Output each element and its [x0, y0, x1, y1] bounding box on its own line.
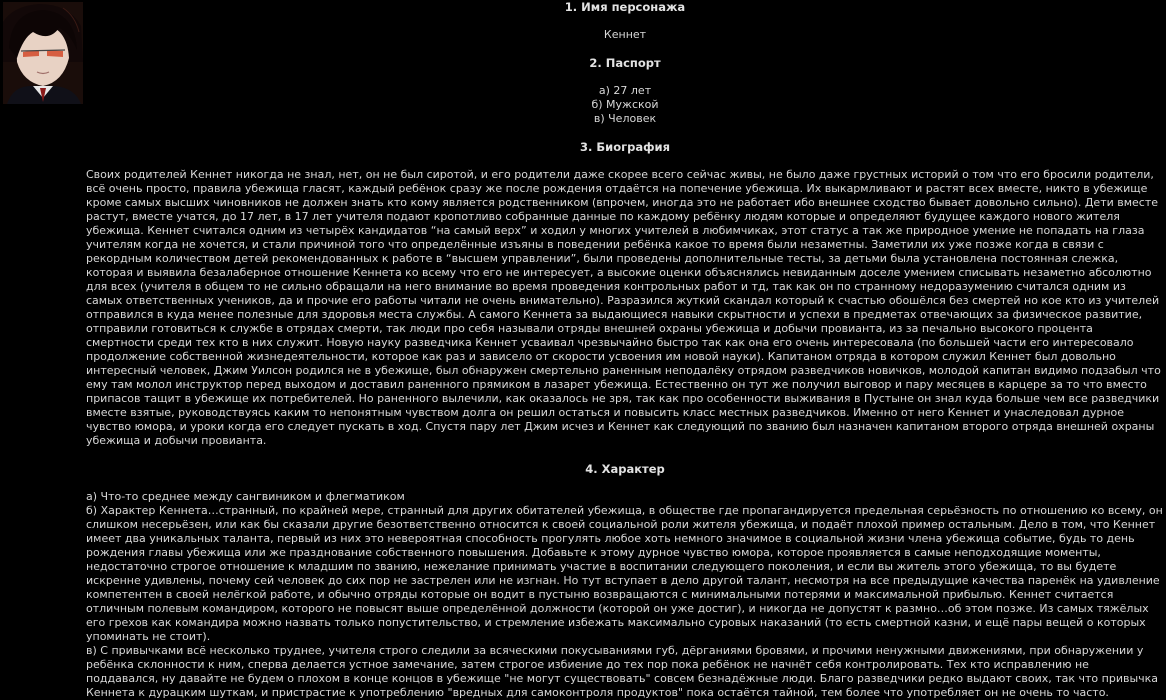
character-sheet	[86, 0, 1164, 699]
passport-gender: б) Мужской	[591, 98, 659, 111]
passport-list	[86, 84, 1164, 126]
passport-race: в) Человек	[593, 112, 657, 125]
name-value: Кеннет	[603, 28, 647, 41]
biography-heading: 3. Биография	[580, 140, 670, 154]
character-heading: 4. Характер	[585, 462, 665, 476]
name-heading: 1. Имя персонажа	[564, 0, 686, 14]
passport-heading: 2. Паспорт	[589, 56, 661, 70]
character-text	[86, 490, 1164, 700]
character-description: б) Характер Кеннета…странный, по крайней мере, странный для других обитателей убежища, в обществе где пропагандируется предельная серьёзность по отношению ко всему, он слишком несерьёзен, или как бы сказали другие безответственно относится к своей социальной роли жителя убежища, и подаёт плохой пример остальным. Дело в том, что Кеннет имеет два уникальных таланта, первый из них это невероятная способность прогулять любое хоть немного значимое в социальной жизни члена убежища событие, будь то день рождения главы убежища или же празднование собственного повышения. Добавьте к этому дурное чувство юмора, которое проявляется в самые неподходящие моменты, недостаточно строгое отношение к младшим по званию, нежелание принимать участие в воспитании следующего поколения, и если вы житель этого убежища, то вы будете искренне удивлены, почему сей человек до сих пор не застрелен или не изгнан. Но тут вступает в дело другой талант, несмотря на все предыдущие качества паренёк на удивление компетентен в своей нелёгкой работе, и обычно отряды которые он водит в пустыню возвращаются с минимальными потерями и максимальной прибылью. Кеннет считается отличным полевым командиром, которого не повысят выше определённой должности (которой он уже достиг), и никогда не допустят к размно…об этом позже. Из самых тяжёлых его грехов как командира можно назвать только попустительство, и стремление избежать максимально суровых наказаний (то есть смертной казни, и ещё пары вещей о которых упоминать не стоит).	[86, 504, 1163, 643]
character-habits: в) С привычками всё несколько труднее, учителя строго следили за всяческими покусываниями губ, дёрганиями бровями, и прочими ненужными движениями, при обнаружении у ребёнка склонности к ним, сперва делается устное замечание, затем строгое избиение до тех пор пока ребёнок не начнёт себя контролировать. Тех кто исправлению не поддавался, ну давайте не будем о плохом в конце концов в убежище "не могут существовать" совсем безнадёжные люди. Благо разведчики редко выдают своих, так что привычка Кеннета к дурацким шуткам, и пристрастие к употреблению "вредных для самоконтроля продуктов" пока остаётся тайной, тем более что употребляет он не очень то часто.	[86, 644, 1159, 699]
avatar-image	[3, 2, 83, 104]
passport-age: а) 27 лет	[598, 84, 652, 97]
avatar	[3, 2, 83, 104]
biography-text: Своих родителей Кеннет никогда не знал, нет, он не был сиротой, и его родители даже скорее всего сейчас живы, не было даже грустных историй о том что его бросили родители, всё очень просто, правила убежища гласят, каждый ребёнок сразу же после рождения отдаётся на попечение убежища. Их выкармливают и растят всех вместе, никто в убежище кроме самых высших чиновников не должен знать кто кому является родственником (впрочем, иногда это не работает ибо внешнее сходство бывает довольно сильно). Дети вместе растут, вместе учатся, до 17 лет, в 17 лет учителя подают кропотливо собранные данные по каждому ребёнку людям которые и определяют будущее каждого нового жителя убежища. Кеннет считался одним из четырёх кандидатов “на самый верх” и ходил у многих учителей в любимчиках, этот статус а так же природное умение не попадать на глаза учителям когда не хочется, и стали причиной того что определённые изъяны в поведении ребёнка какое то время были незаметны. Заметили их уже позже когда в связи с рекордным количеством детей рекомендованных к работе в “высшем управлении”, были проведены дополнительные тесты, за детьми была установлена постоянная слежка, которая и выявила безалаберное отношение Кеннета ко всему что его не интересует, а высокие оценки объяснялись невиданным доселе умением списывать незаметно абсолютно для всех (учителя в общем то не сильно обращали на него внимание во время проведения контрольных работ и тд, так как он по странному недоразумению считался одним из самых ответственных учеников, да и прочие его работы читали не очень внимательно). Разразился жуткий скандал который к счастью обошёлся без смертей но кое кто из учителей отправился в куда менее полезные для здоровья места службы. А самого Кеннета за выдающиеся навыки скрытности и успехи в предметах отвечающих за физическое развитие, отправили готовиться к службе в отрядах смерти, так люди про себя называли отряды внешней охраны убежища и добычи провианта, из за печально высокого процента смертности среди тех кто в них служит. Новую науку разведчика Кеннет усваивал чрезвычайно быстро так как она его очень интересовала (по большей части его интересовало продолжение собственной жизнедеятельности, которое как раз и зависело от скорости усвоения им новой науки). Капитаном отряда в котором служил Кеннет был довольно интересный человек, Джим Уилсон родился не в убежище, был обнаружен смертельно раненным неподалёку отрядом разведчиков новичков, молодой капитан видимо подзабыл что ему там молол инструктор перед выходом и доставил раненного прямиком в лазарет убежища. Естественно он тут же получил выговор и пару месяцев в карцере за то что вместо припасов тащит в убежище их потребителей. Но раненного вылечили, как оказалось не зря, так как про особенности выживания в Пустыне он знал куда больше чем все разведчики вместе взятые, руководствуясь каким то непонятным чувством долга он решил остаться и повысить класс местных разведчиков. Именно от него Кеннет и унаследовал дурное чувство юмора, и уроки когда его следует пускать в ход. Спустя пару лет Джим исчез и Кеннет как следующий по званию был назначен капитаном второго отряда внешней охраны убежища и добычи провианта.	[86, 168, 1161, 447]
character-temperament: а) Что-то среднее между сангвиником и флегматиком	[86, 490, 405, 503]
